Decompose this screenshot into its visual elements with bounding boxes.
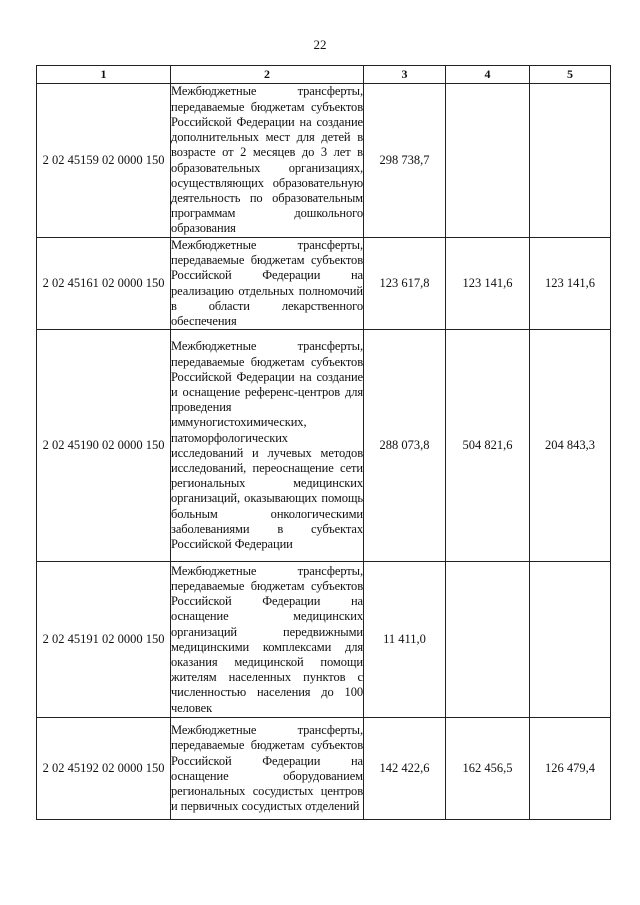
amount-col-4: 123 141,6	[446, 238, 530, 330]
amount-col-3: 288 073,8	[364, 330, 446, 562]
header-col-4: 4	[446, 66, 530, 84]
amount-col-4: 504 821,6	[446, 330, 530, 562]
transfer-description: Межбюджетные трансферты, передаваемые бюджетам субъектов Российской Федерации на создание и оснащение референс-центров для проведения иммуногистохимических, патоморфологических исследований и лучевых методов исследований, переоснащение сети региональных медицинских организаций, оказывающих помощь больным онкологическими заболеваниями в субъектах Российской Федерации	[171, 330, 364, 562]
transfer-description: Межбюджетные трансферты, передаваемые бюджетам субъектов Российской Федерации на создание дополнительных мест для детей в возрасте от 2 месяцев до 3 лет в образовательных организациях, осуществляющих образовательную деятельность по образовательным программам дошкольного образования	[171, 84, 364, 238]
amount-col-5: 126 479,4	[530, 718, 611, 820]
transfer-description: Межбюджетные трансферты, передаваемые бюджетам субъектов Российской Федерации на оснащение медицинских организаций передвижными медицинскими комплексами для оказания медицинской помощи жителям населенных пунктов с численностью населения до 100 человек	[171, 562, 364, 718]
amount-col-5: 123 141,6	[530, 238, 611, 330]
budget-table	[36, 65, 611, 820]
budget-code: 2 02 45190 02 0000 150	[37, 330, 171, 562]
amount-col-5	[530, 562, 611, 718]
header-col-5: 5	[530, 66, 611, 84]
header-row	[37, 66, 611, 84]
table-row	[37, 718, 611, 820]
header-col-3: 3	[364, 66, 446, 84]
budget-code: 2 02 45191 02 0000 150	[37, 562, 171, 718]
table-row	[37, 330, 611, 562]
table-row	[37, 84, 611, 238]
amount-col-3: 142 422,6	[364, 718, 446, 820]
budget-code: 2 02 45192 02 0000 150	[37, 718, 171, 820]
page-number: 22	[313, 37, 327, 52]
header-col-2: 2	[171, 66, 364, 84]
amount-col-3: 123 617,8	[364, 238, 446, 330]
transfer-description: Межбюджетные трансферты, передаваемые бюджетам субъектов Российской Федерации на реализацию отдельных полномочий в области лекарственного обеспечения	[171, 238, 363, 329]
header-col-1: 1	[37, 66, 171, 84]
table-row	[37, 562, 611, 718]
amount-col-3: 298 738,7	[364, 84, 446, 238]
table-row	[37, 238, 611, 330]
budget-code: 2 02 45161 02 0000 150	[37, 238, 171, 330]
amount-col-4	[446, 84, 530, 238]
amount-col-3: 11 411,0	[364, 562, 446, 718]
amount-col-4	[446, 562, 530, 718]
amount-col-5	[530, 84, 611, 238]
transfer-description: Межбюджетные трансферты, передаваемые бюджетам субъектов Российской Федерации на оснащение оборудованием региональных сосудистых центров и первичных сосудистых отделений	[171, 718, 364, 820]
budget-code: 2 02 45159 02 0000 150	[37, 84, 171, 238]
amount-col-5: 204 843,3	[530, 330, 611, 562]
amount-col-4: 162 456,5	[446, 718, 530, 820]
